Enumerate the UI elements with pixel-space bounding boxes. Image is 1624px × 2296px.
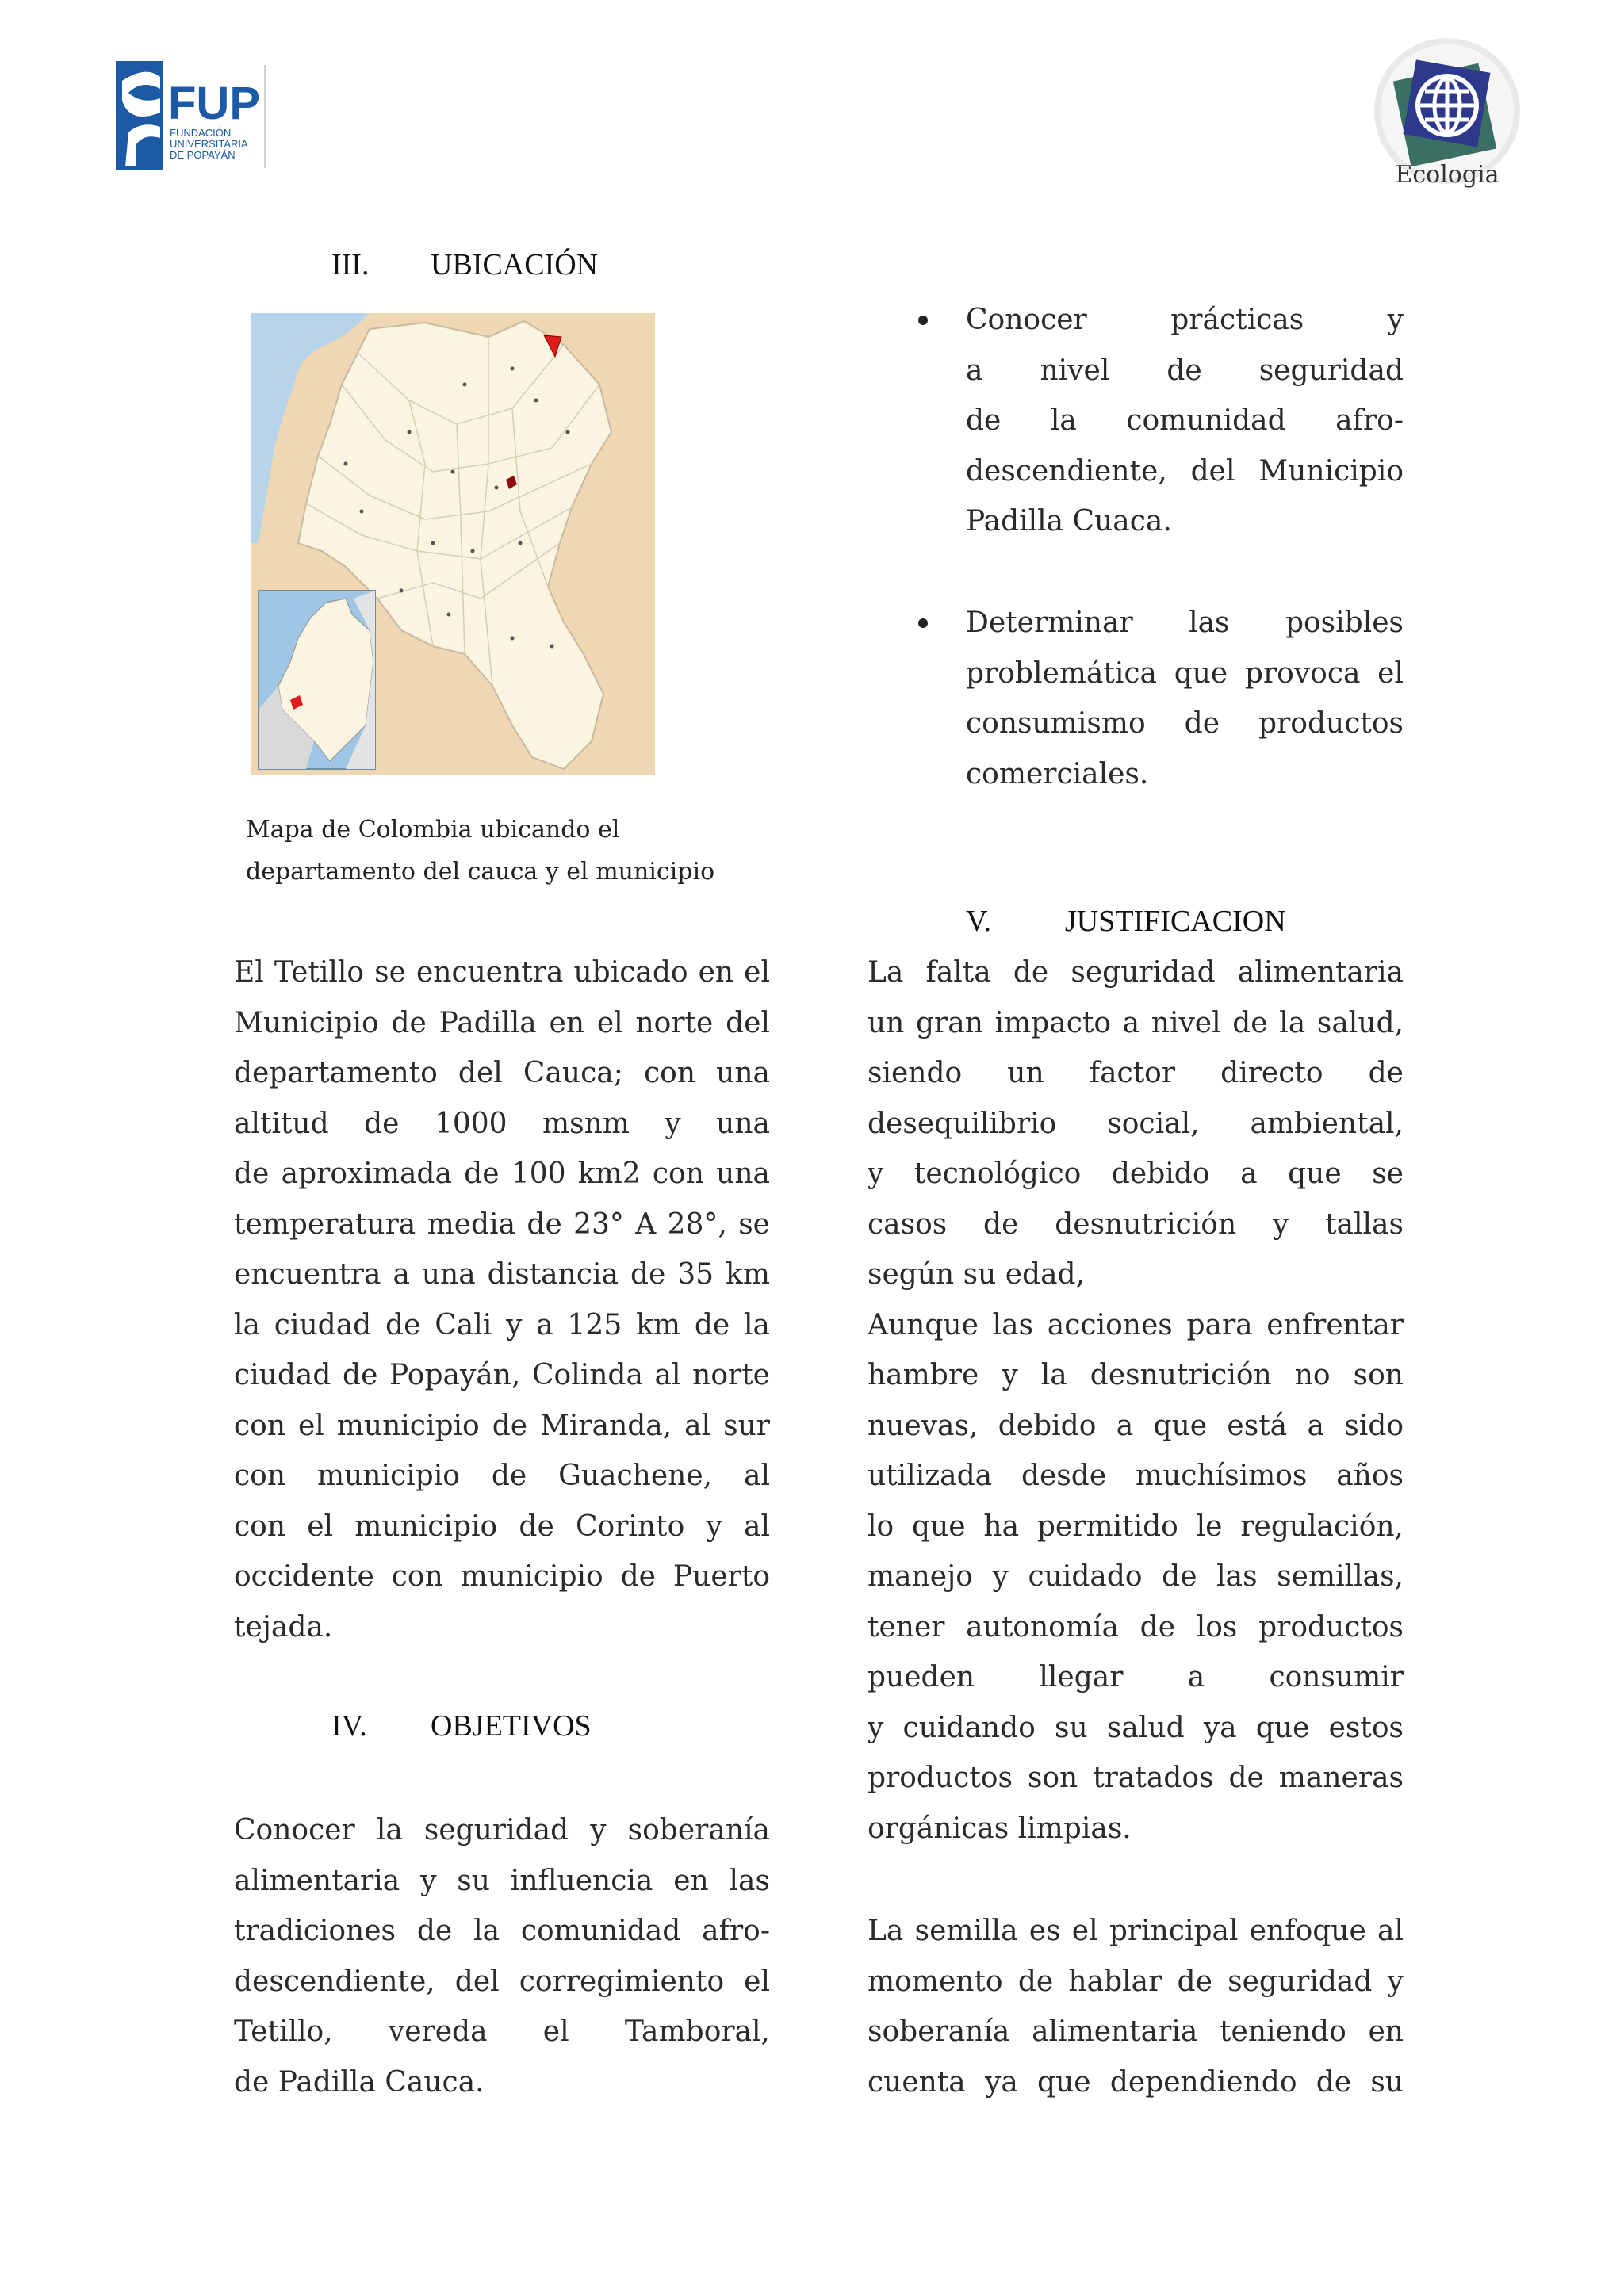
fup-letters: FUP bbox=[168, 78, 260, 129]
paragraph-line: tener autonomía de los productos bbox=[868, 1610, 1404, 1644]
paragraph-line: consumismo de productos bbox=[966, 707, 1404, 740]
paragraph-line: orgánicas limpias. bbox=[868, 1812, 1132, 1845]
paragraph-line: a nivel de seguridad bbox=[966, 354, 1404, 387]
paragraph-line: de aproximada de 100 km2 con una bbox=[234, 1158, 770, 1190]
paragraph-line: Determinar las posibles bbox=[966, 607, 1404, 639]
paragraph-line: con el municipio de Miranda, al sur bbox=[234, 1409, 770, 1442]
map-caption-line: departamento del cauca y el municipio bbox=[246, 858, 715, 886]
paragraph-line: Aunque las acciones para enfrentar bbox=[868, 1308, 1404, 1341]
paragraph-line: departamento del Cauca; con una bbox=[234, 1057, 770, 1089]
fup-line-1: FUNDACIÓN bbox=[170, 127, 232, 139]
justificacion-paragraph bbox=[868, 947, 1404, 1854]
paragraph-line: ciudad de Popayán, Colinda al norte bbox=[234, 1359, 770, 1391]
objetivo-bullet-2 bbox=[966, 598, 1404, 799]
paragraph-line: con municipio de Guachene, al bbox=[234, 1460, 770, 1492]
paragraph-line: Conocer prácticas y bbox=[966, 304, 1404, 336]
paragraph-line: Conocer la seguridad y soberanía bbox=[234, 1814, 770, 1846]
paragraph-line: momento de hablar de seguridad y bbox=[868, 1965, 1404, 1998]
paragraph-line: problemática que provoca el bbox=[966, 656, 1404, 690]
fup-line-3: DE POPAYÁN bbox=[170, 149, 236, 161]
paragraph-line: pueden llegar a consumir bbox=[868, 1661, 1404, 1693]
paragraph-line: descendiente, del corregimiento el bbox=[234, 1965, 770, 1998]
paragraph-line: productos son tratados de maneras bbox=[868, 1762, 1404, 1794]
colombia-inset-map bbox=[259, 591, 375, 769]
paragraph-line: altitud de 1000 msnm y una bbox=[234, 1107, 770, 1140]
paragraph-line: descendiente, del Municipio bbox=[966, 454, 1404, 488]
paragraph-line: El Tetillo se encuentra ubicado en el bbox=[234, 956, 770, 989]
paragraph-line: tejada. bbox=[234, 1610, 333, 1644]
paragraph-line: desequilibrio social, ambiental, bbox=[868, 1107, 1404, 1140]
bullet-dot bbox=[918, 618, 928, 628]
paragraph-line: tradiciones de la comunidad afro- bbox=[234, 1915, 770, 1947]
paragraph-line: según su edad, bbox=[868, 1258, 1086, 1291]
map-caption bbox=[246, 809, 714, 893]
paragraph-line: soberanía alimentaria teniendo en bbox=[868, 2015, 1404, 2048]
paragraph-line: siendo un factor directo de bbox=[868, 1057, 1404, 1089]
paragraph-line: Tetillo, vereda el Tamboral, bbox=[234, 2015, 770, 2048]
section-heading-ubicacion bbox=[331, 247, 598, 282]
section-heading-objetivos bbox=[331, 1709, 592, 1743]
section-number: IV. bbox=[331, 1709, 367, 1743]
paragraph-line: La falta de seguridad alimentaria bbox=[868, 956, 1404, 989]
paragraph-line: Municipio de Padilla en el norte del bbox=[234, 1006, 770, 1039]
ecologia-logo bbox=[1352, 36, 1542, 194]
paragraph-line: Padilla Cuaca. bbox=[966, 505, 1172, 538]
objetivo-general-paragraph bbox=[234, 1805, 770, 2107]
paragraph-line: comerciales. bbox=[966, 757, 1149, 790]
section-number: V. bbox=[966, 905, 992, 938]
paragraph-line: de la comunidad afro- bbox=[966, 404, 1404, 437]
paragraph-line: temperatura media de 23° A 28°, se bbox=[234, 1207, 770, 1241]
section-title: UBICACIÓN bbox=[431, 248, 599, 281]
section-title: OBJETIVOS bbox=[431, 1709, 592, 1743]
paragraph-line: nuevas, debido a que está a sido bbox=[868, 1409, 1404, 1442]
paragraph-line: utilizada desde muchísimos años bbox=[868, 1460, 1404, 1492]
paragraph-line: la ciudad de Cali y a 125 km de la bbox=[234, 1308, 770, 1341]
fup-logo bbox=[114, 57, 273, 176]
paragraph-line: manejo y cuidado de las semillas, bbox=[868, 1560, 1404, 1593]
paragraph-line: de Padilla Cauca. bbox=[234, 2065, 485, 2099]
section-heading-justificacion bbox=[966, 904, 1286, 939]
paragraph-line: encuentra a una distancia de 35 km bbox=[234, 1258, 770, 1291]
objetivo-bullet-1 bbox=[966, 295, 1404, 547]
paragraph-line: y tecnológico debido a que se bbox=[868, 1158, 1404, 1190]
map-caption-line: Mapa de Colombia ubicando el bbox=[246, 816, 620, 844]
paragraph-line: hambre y la desnutrición no son bbox=[868, 1359, 1404, 1391]
bullet-dot bbox=[918, 316, 928, 325]
paragraph-line: occidente con municipio de Puerto bbox=[234, 1560, 770, 1593]
section-title: JUSTIFICACION bbox=[1065, 905, 1286, 938]
paragraph-line: cuenta ya que dependiendo de su bbox=[868, 2065, 1404, 2099]
fup-line-2: UNIVERSITARIA bbox=[170, 138, 248, 150]
paragraph-line: lo que ha permitido le regulación, bbox=[868, 1510, 1404, 1543]
ubicacion-paragraph bbox=[234, 947, 770, 1652]
paragraph-line: y cuidando su salud ya que estos bbox=[868, 1711, 1404, 1744]
paragraph-line: casos de desnutrición y tallas bbox=[868, 1207, 1404, 1241]
paragraph-line: con el municipio de Corinto y al bbox=[234, 1510, 770, 1543]
paragraph-line: un gran impacto a nivel de la salud, bbox=[868, 1006, 1404, 1039]
cauca-map bbox=[251, 313, 655, 775]
paragraph-line: La semilla es el principal enfoque al bbox=[868, 1915, 1404, 1947]
section-number: III. bbox=[331, 248, 370, 281]
paragraph-line: alimentaria y su influencia en las bbox=[234, 1864, 770, 1897]
ecologia-label: Ecologia bbox=[1395, 161, 1500, 189]
semilla-paragraph bbox=[868, 1906, 1404, 2107]
